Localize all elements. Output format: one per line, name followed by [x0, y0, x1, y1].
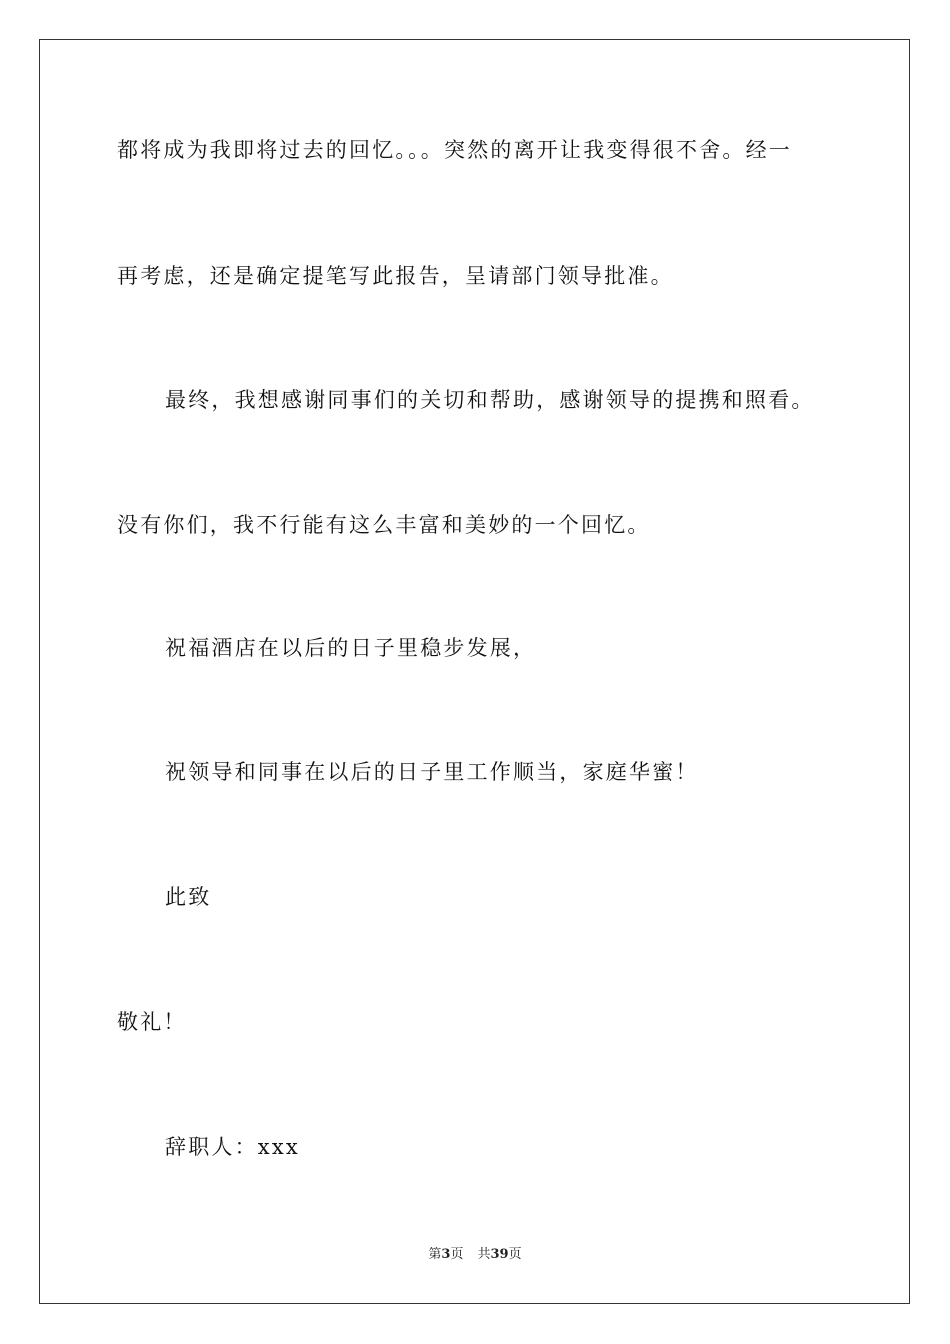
closing-respect: 敬礼！ [117, 1010, 187, 1034]
footer-page-number: 3 [441, 1247, 451, 1262]
paragraph-line-3: 最终，我想感谢同事们的关切和帮助，感谢领导的提携和照看。 [165, 388, 815, 412]
closing-salutation: 此致 [165, 885, 212, 909]
footer-page-prefix: 第 [428, 1247, 442, 1262]
footer-total-suffix: 页 [508, 1247, 522, 1262]
footer-total-prefix: 共 [477, 1247, 491, 1262]
paragraph-line-6: 祝领导和同事在以后的日子里工作顺当，家庭华蜜！ [165, 760, 699, 784]
paragraph-line-4: 没有你们，我不行能有这么丰富和美妙的一个回忆。 [117, 513, 651, 537]
paragraph-line-1: 都将成为我即将过去的回忆。。。突然的离开让我变得很不舍。经一 [117, 138, 792, 162]
signature-line: 辞职人：xxx [165, 1135, 300, 1159]
footer-page-suffix: 页 [450, 1247, 464, 1262]
paragraph-line-2: 再考虑，还是确定提笔写此报告，呈请部门领导批准。 [117, 264, 674, 288]
paragraph-line-5: 祝福酒店在以后的日子里稳步发展， [165, 636, 537, 660]
page-footer [0, 1246, 950, 1264]
footer-total-pages: 39 [490, 1247, 509, 1262]
page-frame [39, 39, 910, 1304]
